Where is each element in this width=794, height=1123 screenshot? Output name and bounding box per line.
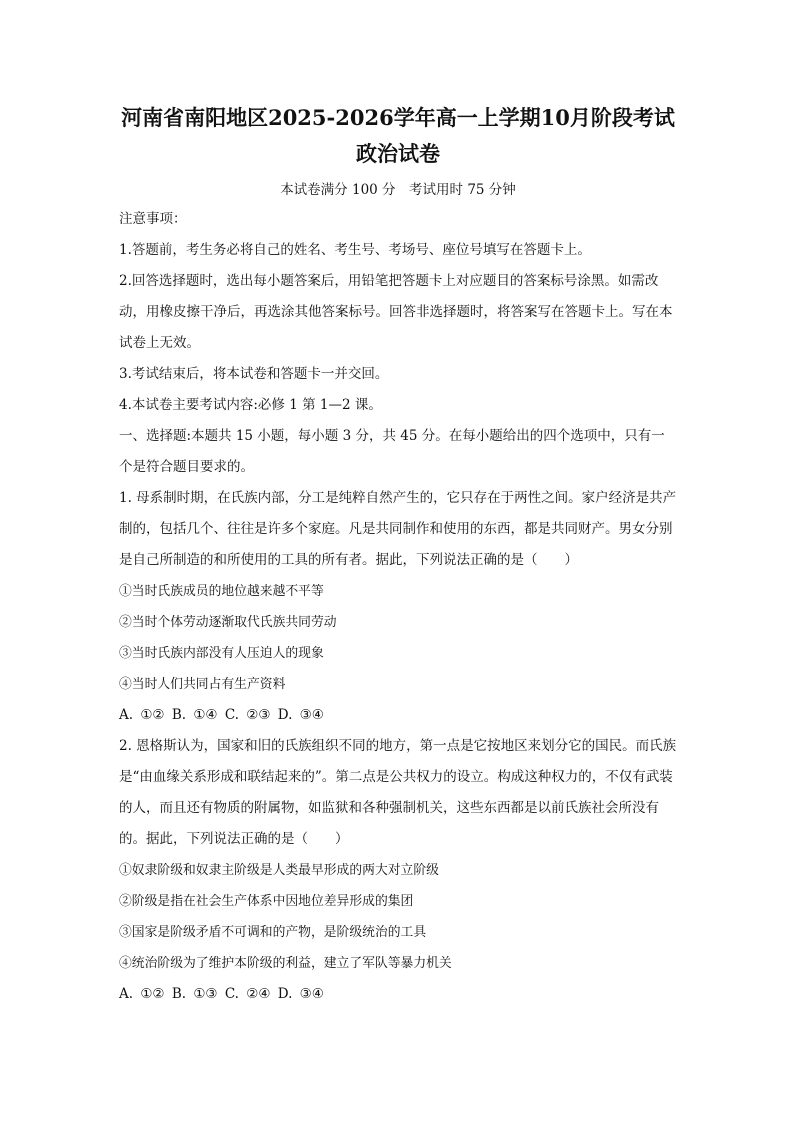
question-2 [119, 731, 677, 1010]
question-option: ②当时个体劳动逐渐取代氏族共同劳动 [119, 615, 337, 630]
question-stem: 1. 母系制时期，在氏族内部，分工是纯粹自然产生的，它只存在于两性之间。家户经济是共产制的，包括几个、往往是许多个家庭。凡是共同制作和使用的东西，都是共同财产。男女分别是自己所制造的和所使用的工具的所有者。据此，下列说法正确的是（ ） [119, 490, 677, 568]
note-item-1: 1.答题前，考生务必将自己的姓名、考生号、考场号、座位号填写在答题卡上。 [119, 242, 591, 258]
page-content [119, 100, 677, 1010]
question-option: ①当时氏族成员的地位越来越不平等 [119, 584, 324, 599]
question-option: ④统治阶级为了维护本阶级的利益，建立了军队等暴力机关 [119, 956, 452, 971]
exam-title-line2: 政治试卷 [356, 141, 440, 166]
notes-block [119, 204, 677, 421]
section-instructions: 一、选择题:本题共 15 小题，每小题 3 分，共 45 分。在每小题给出的四个选项中，只有一个是符合题目要求的。 [119, 428, 665, 475]
question-option: ④当时人们共同占有生产资料 [119, 677, 286, 692]
notes-heading: 注意事项： [119, 211, 187, 227]
question-option: ③国家是阶级矛盾不可调和的产物，是阶级统治的工具 [119, 925, 427, 940]
question-option: ③当时氏族内部没有人压迫人的现象 [119, 646, 324, 661]
question-1 [119, 483, 677, 731]
note-item-3: 3.考试结束后，将本试卷和答题卡一并交回。 [119, 366, 389, 382]
note-item-4: 4.本试卷主要考试内容:必修 1 第 1—2 课。 [119, 397, 382, 413]
answer-choices: A. ①② B. ①④ C. ②③ D. ③④ [119, 707, 324, 723]
answer-choices: A. ①② B. ①③ C. ②④ D. ③④ [119, 986, 324, 1002]
question-option: ②阶级是指在社会生产体系中因地位差异形成的集团 [119, 894, 414, 909]
exam-info: 本试卷满分 100 分 考试用时 75 分钟 [280, 182, 516, 198]
question-option: ①奴隶阶级和奴隶主阶级是人类最早形成的两大对立阶级 [119, 863, 439, 878]
note-item-2: 2.回答选择题时，选出每小题答案后，用铅笔把答题卡上对应题目的答案标号涂黑。如需改动，用橡皮擦干净后，再选涂其他答案标号。回答非选择题时，将答案写在答题卡上。写在本试卷上无效。 [119, 273, 673, 351]
exam-title-line1: 河南省南阳地区2025-2026学年高一上学期10月阶段考试 [121, 105, 675, 130]
question-stem: 2. 恩格斯认为，国家和旧的氏族组织不同的地方，第一点是它按地区来划分它的国民。而氏族是“由血缘关系形成和联结起来的”。第二点是公共权力的设立。构成这种权力的，不仅有武装的人，而且还有物质的附属物，如监狱和各种强制机关，这些东西都是以前氏族社会所没有的。据此，下列说法正确的是（ ） [119, 738, 677, 847]
